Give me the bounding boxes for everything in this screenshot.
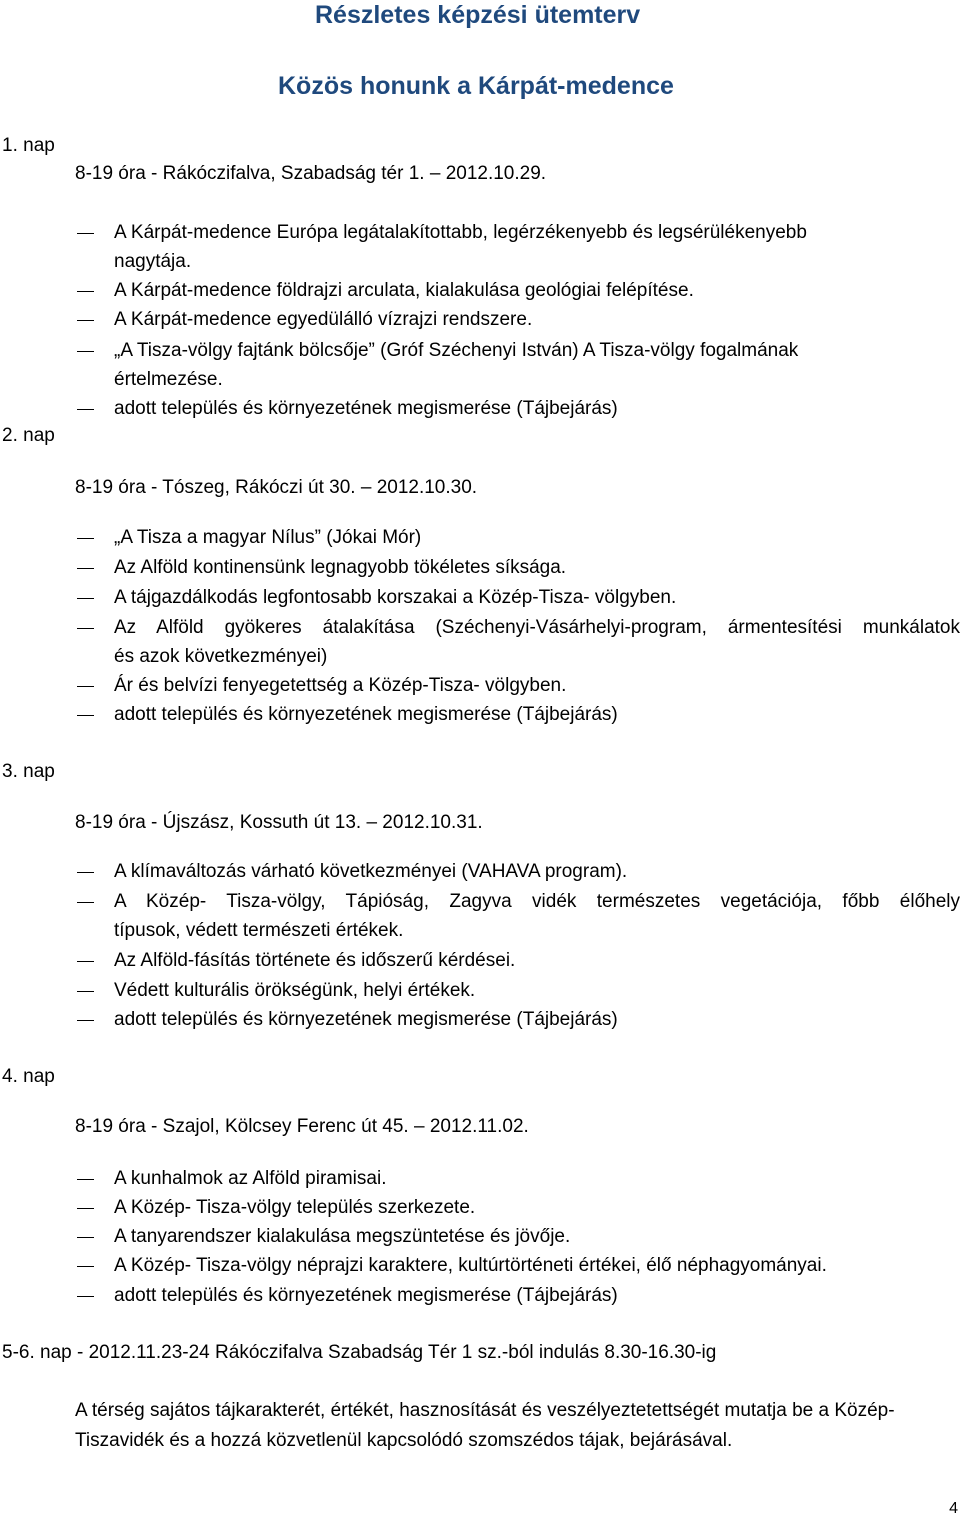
day-3-item-5: adott település és környezetének megismerése (Tájbejárás) xyxy=(114,1009,618,1030)
day-3-schedule: 8-19 óra - Újszász, Kossuth út 13. – 2012.10.31. xyxy=(75,812,483,833)
day-2-item-4: Az Alföld gyökeres átalakítása (Széchenyi-Vásárhelyi-program, ármentesítési munkálatok xyxy=(114,617,960,638)
final-day-paragraph: A térség sajátos tájkarakterét, értékét, hasznosítását és veszélyeztetettségét mutatja be a Közép-Tiszavidék és a hozzá közvetlenül kapcsolódó szomszédos tájak, bejárásával. xyxy=(75,1400,895,1451)
dash-bullet xyxy=(77,872,94,873)
dash-bullet xyxy=(77,1237,94,1238)
day-3-item-2: A Közép- Tisza-völgy, Tápióság, Zagyva vidék természetes vegetációja, főbb élőhely xyxy=(114,891,960,912)
day-3-item-3: Az Alföld-fásítás története és időszerű kérdései. xyxy=(114,950,516,971)
page-number: 4 xyxy=(949,1500,958,1517)
final-day-line: 5-6. nap - 2012.11.23-24 Rákóczifalva Szabadság Tér 1 sz.-ból indulás 8.30-16.30-ig xyxy=(2,1342,717,1363)
day-2-item-6: adott település és környezetének megismerése (Tájbejárás) xyxy=(114,704,618,725)
day-3-item-1: A klímaváltozás várható következményei (VAHAVA program). xyxy=(114,861,628,882)
day-4-schedule: 8-19 óra - Szajol, Kölcsey Ferenc út 45. – 2012.11.02. xyxy=(75,1116,529,1137)
dash-bullet xyxy=(77,320,94,321)
dash-bullet xyxy=(77,233,94,234)
day-2-schedule: 8-19 óra - Tószeg, Rákóczi út 30. – 2012.10.30. xyxy=(75,477,478,498)
dash-bullet xyxy=(77,628,94,629)
dash-bullet xyxy=(77,715,94,716)
day-3-item-4: Védett kulturális örökségünk, helyi értékek. xyxy=(114,980,476,1001)
dash-bullet xyxy=(77,409,94,410)
page-title: Részletes képzési ütemterv xyxy=(315,1,641,29)
day-1-item-1-cont: nagytája. xyxy=(114,251,192,272)
day-label-4: 4. nap xyxy=(2,1066,55,1087)
dash-bullet xyxy=(77,568,94,569)
dash-bullet xyxy=(77,991,94,992)
day-2-item-5: Ár és belvízi fenyegetettség a Közép-Tisza- völgyben. xyxy=(114,675,567,696)
day-1-item-4: „A Tisza-völgy fajtánk bölcsője” (Gróf Széchenyi István) A Tisza-völgy fogalmának xyxy=(114,340,799,361)
day-2-item-4-cont: és azok következményei) xyxy=(114,646,328,667)
page-subtitle: Közös honunk a Kárpát-medence xyxy=(278,72,674,100)
day-1-item-3: A Kárpát-medence egyedülálló vízrajzi rendszere. xyxy=(114,309,533,330)
day-4-item-5: adott település és környezetének megismerése (Tájbejárás) xyxy=(114,1285,618,1306)
dash-bullet xyxy=(77,1296,94,1297)
day-1-item-1: A Kárpát-medence Európa legátalakítottabb, legérzékenyebb és legsérülékenyebb xyxy=(114,222,807,243)
day-label-2: 2. nap xyxy=(2,425,55,446)
day-2-item-3: A tájgazdálkodás legfontosabb korszakai a Közép-Tisza- völgyben. xyxy=(114,587,677,608)
day-4-item-4: A Közép- Tisza-völgy néprajzi karaktere, kultúrtörténeti értékei, élő néphagyományai. xyxy=(114,1255,827,1276)
dash-bullet xyxy=(77,1208,94,1209)
dash-bullet xyxy=(77,686,94,687)
dash-bullet xyxy=(77,291,94,292)
day-2-item-2: Az Alföld kontinensünk legnagyobb tökéletes síksága. xyxy=(114,557,567,578)
dash-bullet xyxy=(77,902,94,903)
dash-bullet xyxy=(77,351,94,352)
day-label-3: 3. nap xyxy=(2,761,55,782)
dash-bullet xyxy=(77,598,94,599)
day-1-item-4-cont: értelmezése. xyxy=(114,369,223,390)
day-1-item-5: adott település és környezetének megismerése (Tájbejárás) xyxy=(114,398,618,419)
dash-bullet xyxy=(77,961,94,962)
day-2-item-1: „A Tisza a magyar Nílus” (Jókai Mór) xyxy=(114,527,422,548)
dash-bullet xyxy=(77,1266,94,1267)
day-4-item-3: A tanyarendszer kialakulása megszüntetése és jövője. xyxy=(114,1226,571,1247)
dash-bullet xyxy=(77,538,94,539)
day-4-item-1: A kunhalmok az Alföld piramisai. xyxy=(114,1168,387,1189)
day-1-schedule: 8-19 óra - Rákóczifalva, Szabadság tér 1. – 2012.10.29. xyxy=(75,163,547,184)
day-3-item-2-cont: típusok, védett természeti értékek. xyxy=(114,920,404,941)
dash-bullet xyxy=(77,1179,94,1180)
day-4-item-2: A Közép- Tisza-völgy település szerkezete. xyxy=(114,1197,476,1218)
day-1-item-2: A Kárpát-medence földrajzi arculata, kialakulása geológiai felépítése. xyxy=(114,280,694,301)
day-label-1: 1. nap xyxy=(2,135,55,156)
dash-bullet xyxy=(77,1020,94,1021)
